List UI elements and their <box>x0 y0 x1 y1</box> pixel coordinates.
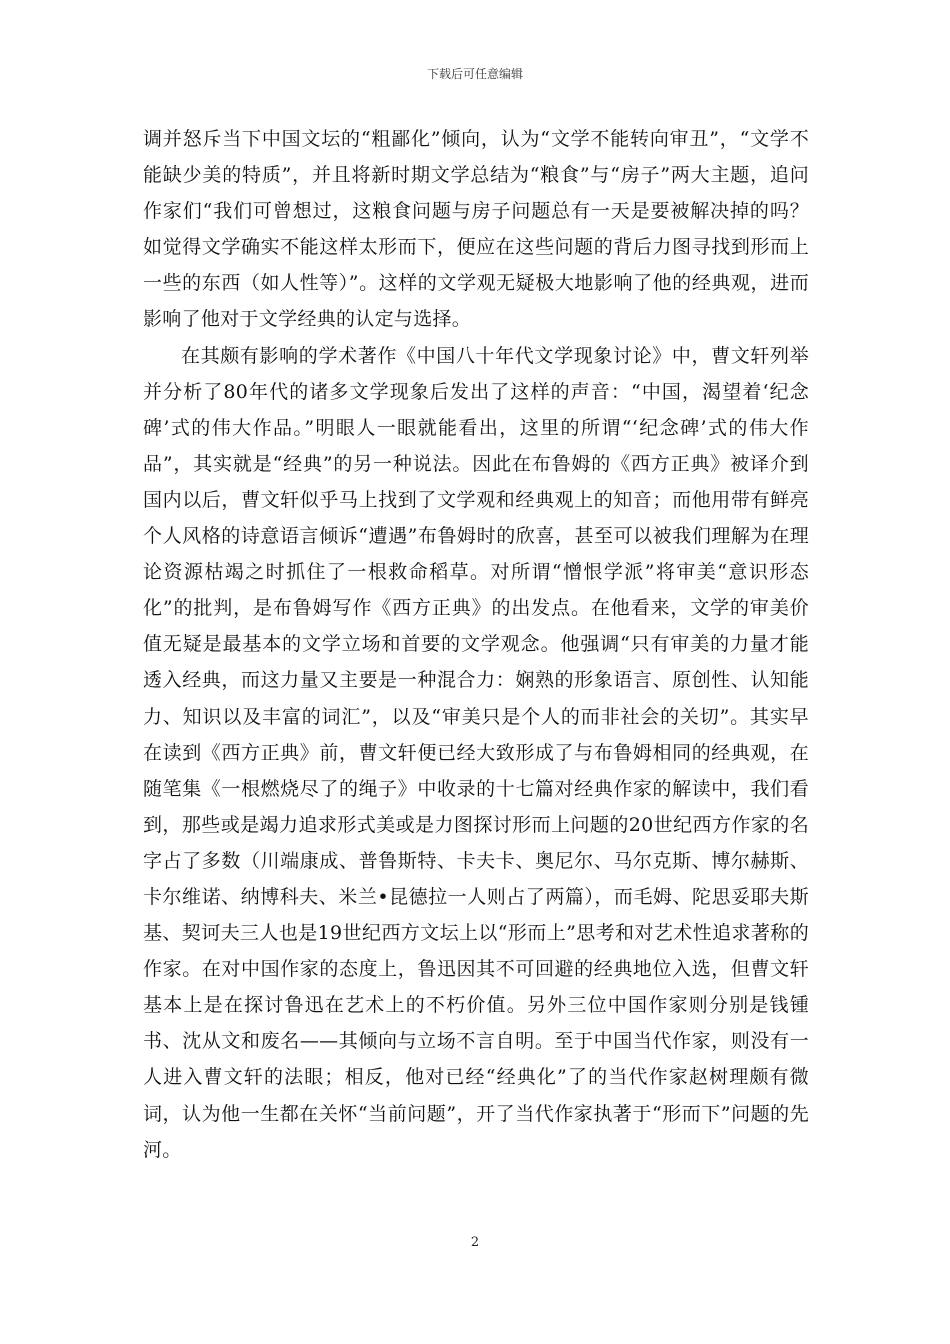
page-header: 下载后可任意编辑 <box>426 67 523 81</box>
paragraph-2: 在其颇有影响的学术著作《中国八十年代文学现象讨论》中，曹文轩列举并分析了80年代的诸多文学现象后发出了这样的声音：“中国，渴望着‘纪念碑’式的伟大作品。”明眼人一眼就能看出，这里的所谓“‘纪念碑’式的伟大作品”，其实就是“经典”的另一种说法。因此在布鲁姆的《西方正典》被译介到国内以后，曹文轩似乎马上找到了文学观和经典观上的知音；而他用带有鲜亮个人风格的诗意语言倾诉“遭遇”布鲁姆时的欣喜，甚至可以被我们理解为在理论资源枯竭之时抓住了一根救命稻草。对所谓“憎恨学派”将审美“意识形态化”的批判，是布鲁姆写作《西方正典》的出发点。在他看来，文学的审美价值无疑是最基本的文学立场和首要的文学观念。他强调“只有审美的力量才能透入经典，而这力量又主要是一种混合力：娴熟的形象语言、原创性、认知能力、知识以及丰富的词汇”，以及“审美只是个人的而非社会的关切”。其实早在读到《西方正典》前，曹文轩便已经大致形成了与布鲁姆相同的经典观，在随笔集《一根燃烧尽了的绳子》中收录的十七篇对经典作家的解读中，我们看到，那些或是竭力追求形式美或是力图探讨形而上问题的20世纪西方作家的名字占了多数（川端康成、普鲁斯特、卡夫卡、奥尼尔、马尔克斯、博尔赫斯、卡尔维诺、纳博科夫、米兰•昆德拉一人则占了两篇），而毛姆、陀思妥耶夫斯基、契诃夫三人也是19世纪西方文坛上以“形而上”思考和对艺术性追求著称的作家。在对中国作家的态度上，鲁迅因其不可回避的经典地位入选，但曹文轩基本上是在探讨鲁迅在艺术上的不朽价值。另外三位中国作家则分别是钱锺书、沈从文和废名——其倾向与立场不言自明。至于中国当代作家，则没有一人进入曹文轩的法眼；相反，他对已经“经典化”了的当代作家赵树理颇有微词，认为他一生都在关怀“当前问题”，开了当代作家执著于“形而下”问题的先河。 <box>143 344 809 1161</box>
document-body <box>143 121 809 1168</box>
paragraph-1: 调并怒斥当下中国文坛的“粗鄙化”倾向，认为“文学不能转向审丑”，“文学不能缺少美的特质”，并且将新时期文学总结为“粮食”与“房子”两大主题，追问作家们“我们可曾想过，这粮食问题与房子问题总有一天是要被解决掉的吗？如觉得文学确实不能这样太形而下，便应在这些问题的背后力图寻找到形而上一些的东西（如人性等）”。这样的文学观无疑极大地影响了他的经典观，进而影响了他对于文学经典的认定与选择。 <box>143 128 809 331</box>
page-number: 2 <box>470 1235 480 1250</box>
